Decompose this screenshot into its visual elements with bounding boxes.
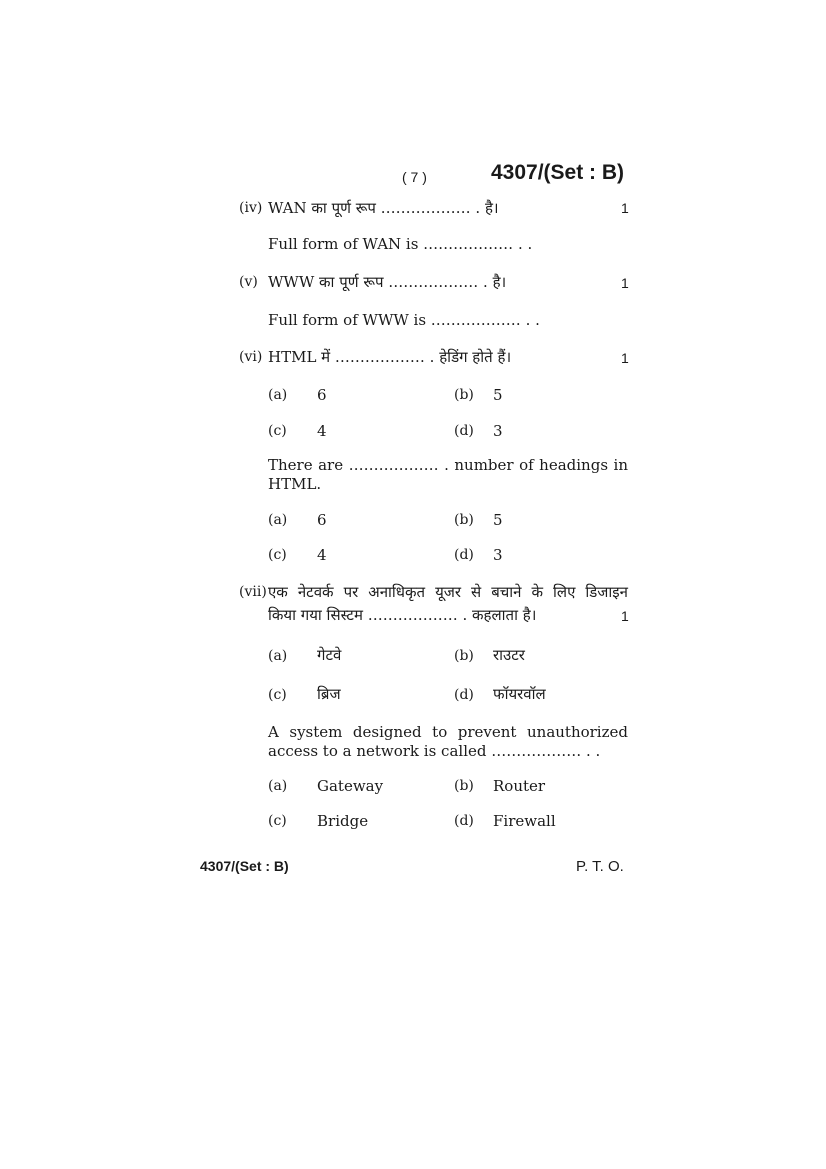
question-vii-english-line2: access to a network is called ……………… . .	[268, 742, 601, 760]
question-number-vi: (vi)	[239, 349, 263, 365]
question-vi-hindi: HTML में ……………… . हेडिंग होते हैं।	[268, 348, 512, 366]
please-turn-over: P. T. O.	[576, 858, 624, 875]
option-label-d: (d)	[454, 423, 474, 439]
option-label-d: (d)	[454, 813, 474, 829]
option-label-b: (b)	[454, 387, 474, 403]
question-v-english: Full form of WWW is ……………… . .	[268, 311, 540, 329]
option-value-c: Bridge	[317, 812, 369, 830]
question-vi-english-line1: There are ……………… . number of headings in	[268, 456, 628, 474]
option-label-a: (a)	[268, 512, 288, 528]
question-number-v: (v)	[239, 274, 258, 290]
option-label-c: (c)	[268, 813, 287, 829]
option-value-a: 6	[317, 386, 327, 404]
question-v-hindi: WWW का पूर्ण रूप ……………… . है।	[268, 273, 507, 291]
option-value-d: Firewall	[493, 812, 556, 830]
option-label-a: (a)	[268, 387, 288, 403]
question-iv-marks: 1	[621, 200, 629, 216]
option-value-d: 3	[493, 546, 503, 564]
option-value-b: 5	[493, 511, 503, 529]
option-label-c: (c)	[268, 687, 287, 703]
set-code-footer: 4307/(Set : B)	[200, 858, 289, 874]
option-value-a: गेटवे	[317, 646, 342, 664]
option-label-a: (a)	[268, 648, 288, 664]
option-value-b: राउटर	[493, 646, 525, 664]
question-vi-english-line2: HTML.	[268, 475, 322, 493]
question-vii-marks: 1	[621, 608, 629, 624]
page-number: ( 7 )	[402, 169, 427, 185]
question-number-iv: (iv)	[239, 200, 263, 216]
option-value-b: Router	[493, 777, 546, 795]
option-value-c: ब्रिज	[317, 685, 341, 703]
option-label-d: (d)	[454, 687, 474, 703]
question-vii-hindi-line2: किया गया सिस्टम ……………… . कहलाता है।	[268, 606, 537, 624]
option-label-c: (c)	[268, 423, 287, 439]
option-label-b: (b)	[454, 648, 474, 664]
option-value-a: Gateway	[317, 777, 384, 795]
question-iv-english: Full form of WAN is ……………… . .	[268, 235, 533, 253]
option-value-a: 6	[317, 511, 327, 529]
option-label-d: (d)	[454, 547, 474, 563]
option-value-c: 4	[317, 546, 327, 564]
question-vi-marks: 1	[621, 350, 629, 366]
option-label-c: (c)	[268, 547, 287, 563]
option-label-b: (b)	[454, 778, 474, 794]
question-v-marks: 1	[621, 275, 629, 291]
option-value-c: 4	[317, 422, 327, 440]
option-label-b: (b)	[454, 512, 474, 528]
option-value-d: 3	[493, 422, 503, 440]
set-code-header: 4307/(Set : B)	[491, 161, 625, 184]
question-vii-hindi-line1: एक नेटवर्क पर अनाधिकृत यूजर से बचाने के लिए डिजाइन	[268, 583, 628, 601]
question-iv-hindi: WAN का पूर्ण रूप ……………… . है।	[268, 199, 499, 217]
option-value-d: फॉयरवॉल	[493, 685, 546, 703]
question-number-vii: (vii)	[239, 584, 267, 600]
option-label-a: (a)	[268, 778, 288, 794]
option-value-b: 5	[493, 386, 503, 404]
question-vii-english-line1: A system designed to prevent unauthorized	[268, 723, 628, 741]
